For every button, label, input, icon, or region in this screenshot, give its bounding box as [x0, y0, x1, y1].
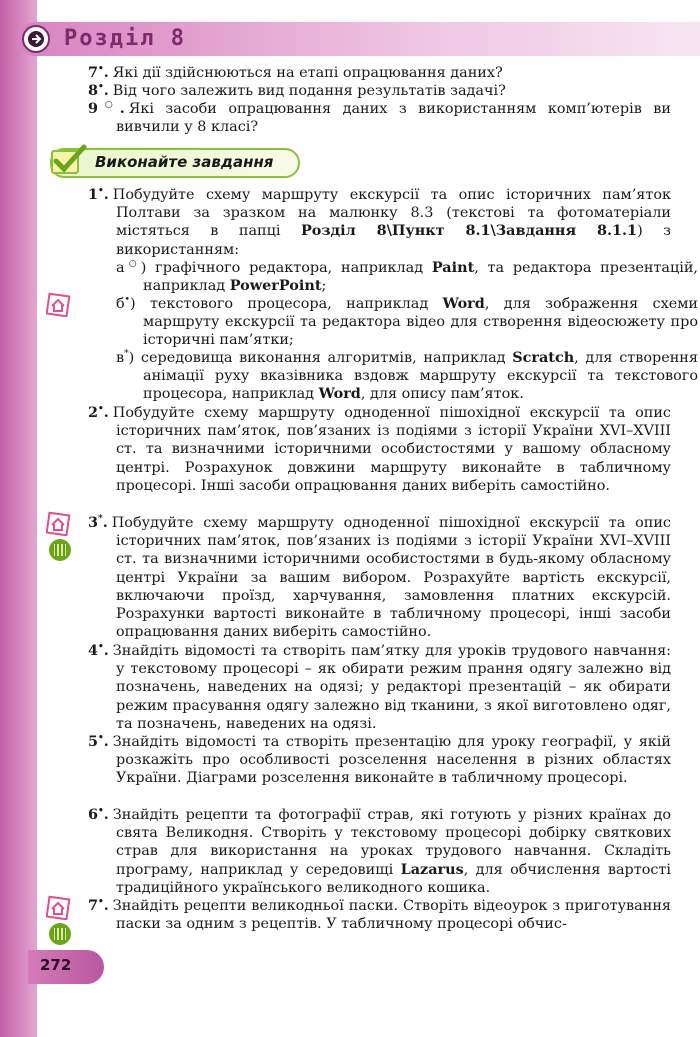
- tasks-heading: Виконайте завдання: [95, 153, 274, 171]
- home-icon: [46, 510, 72, 536]
- task-2: 2•. Побудуйте схему маршруту одноденної пішохідної екскурсії та опис історичних пам’яток, пов’язаних із подіями з історії України XVI–XVIII ст. та визначними історичними особистостями у вашому обласному центрі. Розрахунок довжини маршруту виконайте в табличному процесорі. Інші засоби опрацювання даних виберіть самостійно.: [88, 404, 671, 494]
- task-3: 3*. Побудуйте схему маршруту одноденної пішохідної екскурсії та опис історичних пам’яток, пов’язаних із подіями з історії України XVI–XVIII ст. та визначними історичними особистостями в будь-якому обласному центрі України за вашим вибором. Розрахуйте вартість екскурсії, включаючи проїзд, харчування, замовлення платних екскурсій. Розрахунки вартості виконайте в табличному процесорі, інші засоби опрацювання даних виберіть самостійно.: [88, 514, 671, 641]
- task-1: 1•. Побудуйте схему маршруту екскурсії та опис історичних пам’яток Полтави за зразком на малюнку 8.3 (текстові та фотоматеріали містяться в папці Розділ 8\Пункт 8.1\Завдання 8.1.1) з використанням:: [88, 186, 671, 258]
- checkmark-icon: [48, 143, 88, 183]
- chapter-title: Розділ 8: [64, 26, 186, 51]
- task-4: 4•. Знайдіть відомості та створіть пам’ятку для уроків трудового навчання: у текстовому процесорі – як обирати режим прання одягу залежно від позначень, наведених на одязі; у редакторі презентацій – як обирати режим прасування одягу залежно від тканини, з якої виготовлено одяг, та позначень, наведених на одязі.: [88, 642, 671, 732]
- question-9: 9○. Які засоби опрацювання даних з використанням комп’ютерів ви вивчили у 8 класі?: [88, 100, 671, 136]
- left-margin-strip: [0, 0, 37, 1037]
- task-6: 6•. Знайдіть рецепти та фотографії страв, які готують у різних країнах до свята Великодня. Створіть у текстовому процесорі добірку святкових страв для використання на уроках трудового навчання. Складіть програму, наприклад у середовищі Lazarus, для обчислення вартості традиційного українського великодного кошика.: [88, 806, 671, 896]
- green-book-icon: [48, 538, 72, 562]
- question-7: 7•. Які дії здійснюються на етапі опрацювання даних?: [88, 64, 503, 81]
- green-book-icon: [48, 922, 72, 946]
- question-8: 8•. Від чого залежить вид подання результатів задачі?: [88, 82, 506, 99]
- task-1-sub-c: в*) середовища виконання алгоритмів, наприклад Scratch, для створення анімації руху вказівника вздовж маршруту екскурсії та текстового процесора, наприклад Word, для опису пам’яток.: [116, 349, 698, 403]
- task-7: 7•. Знайдіть рецепти великодньої паски. Створіть відеоурок з приготування паски за одним з рецептів. У табличному процесорі обчис-: [88, 897, 671, 933]
- task-5: 5•. Знайдіть відомості та створіть презентацію для уроку географії, у якій розкажіть про особливості розселення населення в різних областях України. Діаграми розселення виконайте в табличному процесорі.: [88, 733, 671, 787]
- task-1-sub-b: б•) текстового процесора, наприклад Word, для зображення схеми маршруту екскурсії та редактора відео для створення відеосюжету про історичні пам’ятки;: [116, 295, 698, 349]
- task-1-sub-a: а○) графічного редактора, наприклад Paint, та редактора презентацій, наприклад PowerPoint;: [116, 259, 698, 295]
- home-icon: [46, 894, 72, 920]
- arrow-right-icon: [22, 25, 50, 53]
- page-number: 272: [40, 956, 72, 974]
- home-icon: [46, 291, 72, 317]
